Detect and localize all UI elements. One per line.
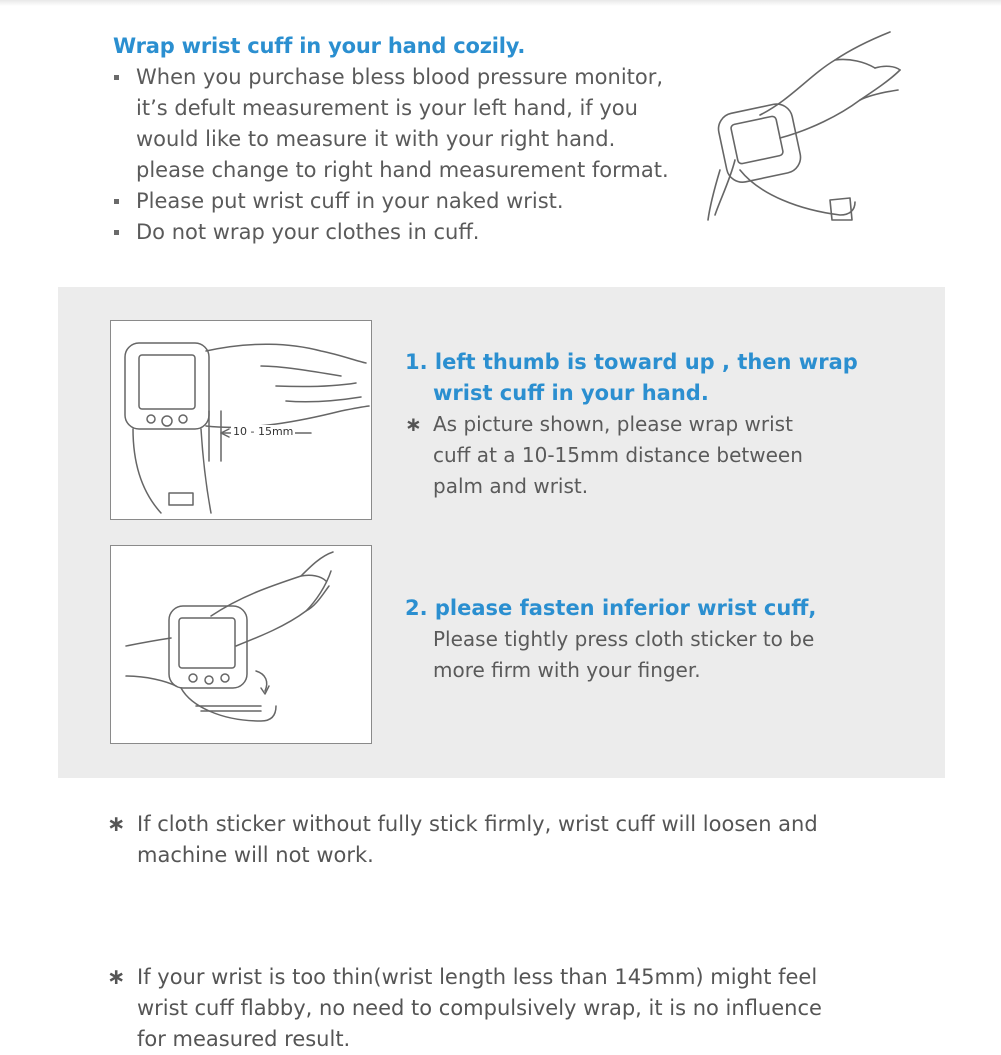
top-divider [0,0,1001,6]
step1-text [405,347,925,502]
measure-label: 10 - 15mm [233,425,294,438]
intro-bullet-2: Please put wrist cuff in your naked wrist. [110,186,730,217]
step1-illustration-frame [110,320,372,520]
intro-bullet-1: When you purchase bless blood pressure monitor, it’s defult measurement is your left hand, if you would like to measure it with your right hand. please change to right hand measurement format. [110,62,730,186]
step1-wrist-illustration [111,321,370,518]
intro-heading: Wrap wrist cuff in your hand cozily. [113,34,526,58]
step2-title: 2. please fasten inferior wrist cuff, [405,596,817,620]
intro-bullet-3: Do not wrap your clothes in cuff. [110,217,730,248]
step2-wrist-illustration [111,546,370,742]
step2-text [405,593,925,686]
step1-title-line1: 1. left thumb is toward up , then wrap [405,350,858,374]
footnote-1: ∗ If cloth sticker without fully stick firmly, wrist cuff will loosen and machine will not work. [107,809,987,871]
step2-illustration-frame [110,545,372,744]
step2-body: Please tightly press cloth sticker to be more firm with your finger. [433,627,815,682]
step1-star: ∗ [405,412,422,436]
step1-title-line2: wrist cuff in your hand. [433,381,709,405]
footnote-2: ∗ If your wrist is too thin(wrist length less than 145mm) might feel wrist cuff flabby, no need to compulsively wrap, it is no influence for measured result. [107,962,987,1055]
intro-wrist-illustration [700,20,910,230]
footnote-2-star: ∗ [107,965,126,990]
footnote-1-star: ∗ [107,812,126,837]
intro-bullet-list [110,62,730,248]
step1-note: ∗ As picture shown, please wrap wrist cuff at a 10-15mm distance between palm and wrist. [405,409,925,502]
